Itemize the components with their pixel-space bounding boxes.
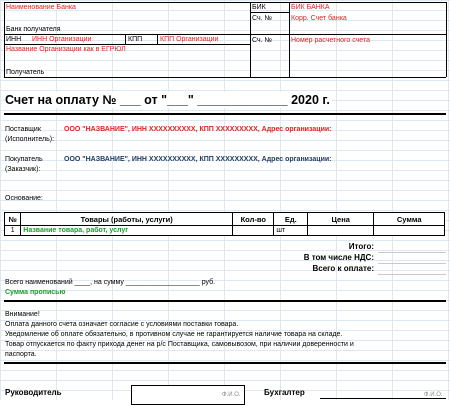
inn-value: ИНН Организации xyxy=(32,36,92,43)
items-table-header xyxy=(5,213,445,226)
row-goods-name: Название товара, работ, услуг xyxy=(21,226,233,236)
supplier-value: ООО "НАЗВАНИЕ", ИНН XXXXXXXXXX, КПП XXXXXXXXX, Адрес организации: xyxy=(64,126,332,133)
organization-name: Название Организации как в ЕГРЮЛ xyxy=(6,46,126,53)
head-signature-label: Руководитель xyxy=(5,388,62,397)
bank-block-divider-2 xyxy=(289,2,290,77)
bank-label: Банк получателя xyxy=(6,26,61,33)
col-unit-header: Ед. xyxy=(274,213,308,226)
bik-value: БИК БАНКА xyxy=(291,4,330,11)
row-qty xyxy=(233,226,274,236)
col-price-header: Цена xyxy=(308,213,374,226)
corr-account-label: Сч. № xyxy=(252,15,273,22)
invoice-title: Счет на оплату № ___ от "___" _____________ 2020 г. xyxy=(5,93,330,107)
row-unit: шт xyxy=(274,226,308,236)
summary-underline xyxy=(4,300,446,302)
col-qty-header: Кол-во xyxy=(233,213,274,226)
accountant-signature-label: Бухгалтер xyxy=(264,388,305,397)
notes-line-2: Уведомление об оплате обязательно, в противном случае не гарантируется наличие товара на складе. xyxy=(5,331,343,338)
notes-line-4: паспорта. xyxy=(5,351,37,358)
items-summary: Всего наименований ____, на сумму ___________________ руб. xyxy=(5,279,216,286)
head-fio: Ф.И.О. xyxy=(222,392,241,398)
bik-label: БИК xyxy=(252,4,266,11)
buyer-value: ООО "НАЗВАНИЕ", ИНН XXXXXXXXXX, КПП XXXXXXXXX, Адрес организации: xyxy=(64,156,332,163)
inn-label: ИНН xyxy=(6,36,22,43)
kpp-label: КПП xyxy=(128,36,143,43)
supplier-label: Поставщик xyxy=(5,126,41,133)
bank-name: Наименование Банка xyxy=(6,4,76,11)
notes-line-1: Оплата данного счета означает согласие с условиями поставки товара. xyxy=(5,321,239,328)
kpp-value: КПП Организации xyxy=(160,36,219,43)
vat-label: В том числе НДС: xyxy=(303,253,374,262)
pay-value-line xyxy=(378,274,446,275)
basis-label: Основание: xyxy=(5,195,43,202)
bank-block-right-border xyxy=(446,2,447,77)
recipient-label: Получатель xyxy=(6,69,45,76)
notes-underline xyxy=(4,362,446,364)
account-label: Сч. № xyxy=(252,37,273,44)
buyer-label-sub: (Заказчик): xyxy=(5,166,41,173)
inn-kpp-divider xyxy=(125,34,126,44)
total-label: Итого: xyxy=(348,242,374,251)
col-goods-header: Товары (работы, услуги) xyxy=(21,213,233,226)
total-to-pay-label: Всего к оплате: xyxy=(312,264,374,273)
vat-value-line xyxy=(378,263,446,264)
kpp-divider xyxy=(157,34,158,44)
sum-in-words: Сумма прописью xyxy=(5,289,66,296)
row-number: 1 xyxy=(5,226,21,236)
bank-block-divider xyxy=(250,2,251,77)
col-sum-header: Сумма xyxy=(374,213,445,226)
col-number-header: № xyxy=(5,213,21,226)
bank-block-bottom-border xyxy=(4,77,446,78)
row-price xyxy=(308,226,374,236)
supplier-label-sub: (Исполнитель): xyxy=(5,136,55,143)
row-sum xyxy=(374,226,445,236)
corr-account-value: Корр. Счет банка xyxy=(291,15,347,22)
bik-separator xyxy=(250,12,289,13)
accountant-fio: Ф.И.О. xyxy=(424,392,443,398)
notes-attention: Внимание! xyxy=(5,311,40,318)
notes-line-3: Товар отпускается по факту прихода денег на р/с Поставщика, самовывозом, при наличии доверенности и xyxy=(5,341,354,348)
items-table xyxy=(4,212,445,236)
account-value: Номер расчетного счета xyxy=(291,37,370,44)
bank-block-left-border xyxy=(4,2,5,77)
title-underline xyxy=(4,113,446,115)
total-value-line xyxy=(378,252,446,253)
buyer-label: Покупатель xyxy=(5,156,43,163)
table-row xyxy=(5,226,445,236)
